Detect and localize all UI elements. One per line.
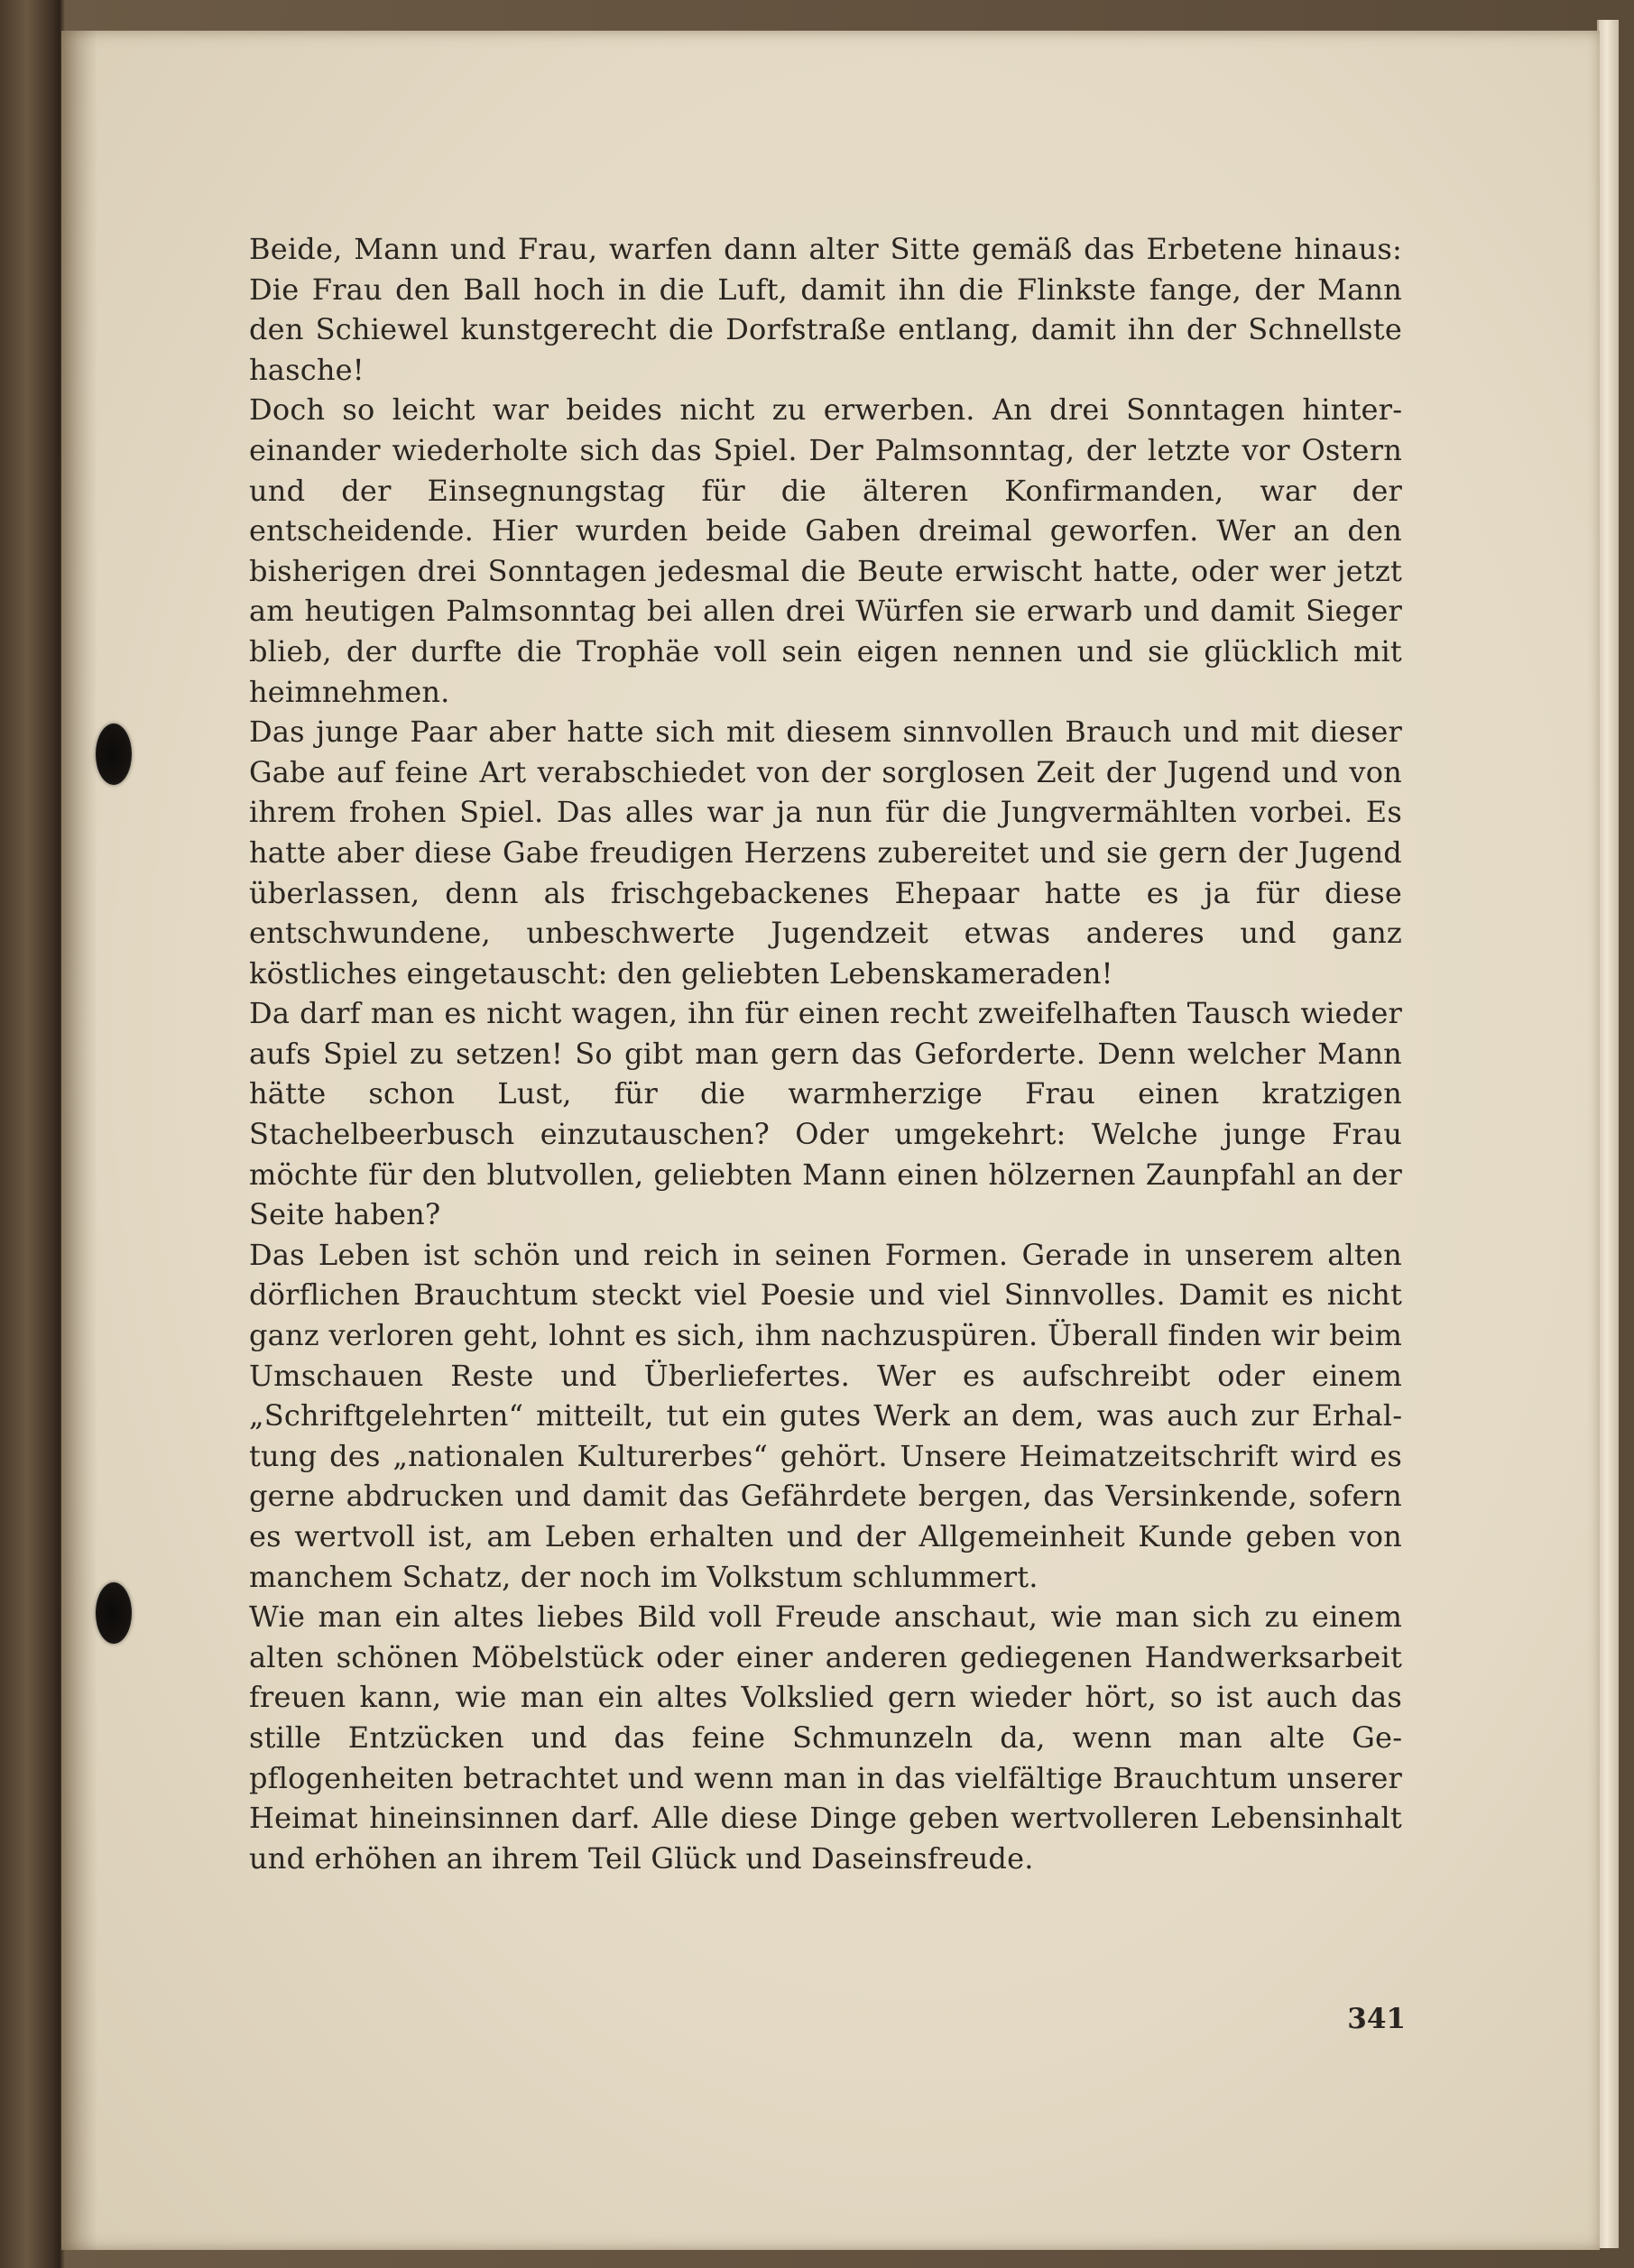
page-edge <box>1597 20 1619 2248</box>
paragraph: Wie man ein altes liebes Bild voll Freude anschaut, wie man sich zu einem alten schönen Möbelstück oder einer anderen gediegenen Handwerksarbeit freuen kann, wie man ein altes Volkslied gern wieder hört, so ist auch das stille Entzücken und das feine Schmunzeln da, wenn man alte Gepflogenheiten betrachtet und wenn man in das vielfältige Brauchtum unserer Heimat hineinsinnen darf. Alle diese Dinge geben wertvolleren Lebensinhalt und erhöhen an ihrem Teil Glück und Daseinsfreude. <box>249 1600 1402 1876</box>
paragraph: Doch so leicht war beides nicht zu erwerben. An drei Sonntagen hintereinander wiederholte sich das Spiel. Der Palmsonntag, der letzte vor Ostern und der Einsegnungstag für die älteren Konfirmanden, war der entscheidende. Hier wurden beide Gaben dreimal geworfen. Wer an den bisherigen drei Sonntagen jedesmal die Beute erwischt hatte, oder wer jetzt am heutigen Palmsonntag bei allen drei Würfen sie erwarb und damit Sieger blieb, der durfte die Trophäe voll sein eigen nennen und sie glücklich mit heimnehmen. <box>249 392 1402 709</box>
spine-shadow <box>61 31 97 2250</box>
page-number: 341 <box>1347 2003 1406 2035</box>
paragraph: Das Leben ist schön und reich in seinen Formen. Gerade in unserem alten dörflichen Brauchtum steckt viel Poesie und viel Sinnvolles. Damit es nicht ganz verloren geht, lohnt es sich, ihm nachzuspüren. Überall finden wir beim Umschauen Reste und Überliefertes. Wer es aufschreibt oder einem „Schriftgelehrten“ mitteilt, tut ein gutes Werk an dem, was auch zur Erhaltung des „nationalen Kulturerbes“ gehört. Unsere Heimatzeitschrift wird es gerne abdrucken und damit das Gefährdete bergen, das Versinkende, sofern es wertvoll ist, am Leben erhalten und der Allgemeinheit Kunde geben von manchem Schatz, der noch im Volkstum schlummert. <box>249 1237 1402 1594</box>
punch-hole <box>96 1582 132 1644</box>
punch-hole <box>96 724 132 785</box>
body-text <box>249 229 1402 1878</box>
paragraph: Das junge Paar aber hatte sich mit diesem sinnvollen Brauch und mit dieser Gabe auf feine Art verabschiedet von der sorglosen Zeit der Jugend und von ihrem frohen Spiel. Das alles war ja nun für die Jungvermählten vorbei. Es hatte aber diese Gabe freudigen Herzens zubereitet und sie gern der Jugend überlassen, denn als frischgebackenes Ehepaar hatte es ja für diese entschwundene, unbeschwerte Jugendzeit etwas anderes und ganz köstliches eingetauscht: den geliebten Lebenskameraden! <box>249 715 1402 991</box>
paragraph: Da darf man es nicht wagen, ihn für einen recht zweifelhaften Tausch wieder aufs Spiel zu setzen! So gibt man gern das Geforderte. Denn welcher Mann hätte schon Lust, für die warmherzige Frau einen kratzigen Stachelbeerbusch einzutauschen? Oder umgekehrt: Welche junge Frau möchte für den blutvollen, geliebten Mann einen hölzernen Zaunpfahl an der Seite haben? <box>249 996 1402 1232</box>
paragraph: Beide, Mann und Frau, warfen dann alter Sitte gemäß das Erbetene hinaus: Die Frau den Ball hoch in die Luft, damit ihn die Flinkste fange, der Mann den Schiewel kunstgerecht die Dorfstraße entlang, damit ihn der Schnellste hasche! <box>249 232 1402 387</box>
